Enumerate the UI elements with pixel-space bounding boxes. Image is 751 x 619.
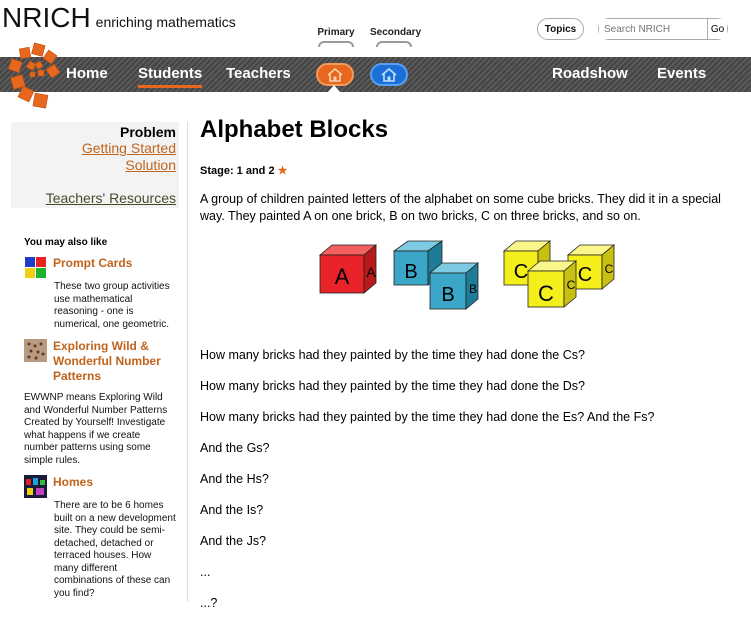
prompt-cards-thumbnail-icon[interactable] <box>24 256 47 279</box>
block-c-letter: C <box>577 264 593 286</box>
nrich-logo-icon[interactable] <box>6 40 62 112</box>
nav-students[interactable]: Students <box>138 65 203 82</box>
nav-home[interactable]: Home <box>66 65 108 82</box>
primary-home-button[interactable] <box>316 63 354 86</box>
block-b-letter: B <box>404 261 418 283</box>
related-item-desc: These two group activities use mathematical reasoning - one is numerical, one geometric. <box>54 281 170 330</box>
solution-link[interactable]: Solution <box>125 157 176 173</box>
page-title: Alphabet Blocks <box>200 116 389 143</box>
block-a-side-letter: A <box>366 264 376 280</box>
question: How many bricks had they painted by the time they had done the Ds? <box>200 379 585 393</box>
you-may-also-like <box>24 237 176 608</box>
site-name: NRICH <box>2 2 91 33</box>
search-box <box>598 18 728 40</box>
site-tagline: enriching mathematics <box>95 14 236 30</box>
stage-info <box>200 164 740 177</box>
block-b-side-letter: B <box>468 282 478 296</box>
main-nav <box>0 57 751 92</box>
getting-started-link[interactable]: Getting Started <box>81 140 176 156</box>
question: And the Is? <box>200 503 264 517</box>
question-list <box>200 340 740 619</box>
related-item-title[interactable]: Prompt Cards <box>53 256 133 270</box>
stage-label: Stage: 1 and 2 <box>200 165 275 177</box>
block-c-letter: C <box>538 281 554 306</box>
related-item <box>24 475 176 600</box>
topics-button[interactable]: Topics <box>537 18 584 40</box>
question: And the Js? <box>200 534 267 548</box>
column-divider <box>187 122 188 602</box>
alphabet-blocks-image <box>320 241 630 321</box>
level-secondary-label: Secondary <box>370 27 422 38</box>
house-icon <box>326 67 344 83</box>
related-item <box>24 256 176 331</box>
nav-caret <box>328 85 340 92</box>
block-a-letter: A <box>334 264 350 289</box>
level-switcher <box>312 27 422 47</box>
related-item <box>24 339 176 467</box>
problem-intro: A group of children painted letters of the alphabet on some cube bricks. They did it in a special way. They painted A on one brick, B on two bricks, C on three bricks, and so on. <box>200 192 721 223</box>
question: And the Gs? <box>200 441 270 455</box>
homes-thumbnail-icon[interactable] <box>24 475 47 498</box>
question: ... <box>200 565 211 579</box>
level-primary-label: Primary <box>317 27 355 38</box>
search-input[interactable] <box>599 19 707 39</box>
problem-heading: Problem <box>119 124 176 140</box>
level-secondary[interactable] <box>370 27 422 47</box>
problem-nav <box>11 122 179 208</box>
block-c-letter: C <box>513 261 529 283</box>
number-patterns-thumbnail-icon[interactable] <box>24 339 47 362</box>
block-c-side-letter: C <box>604 262 614 276</box>
question: How many bricks had they painted by the time they had done the Es? And the Fs? <box>200 410 655 424</box>
block-a <box>320 245 376 293</box>
block-b-letter: B <box>441 284 455 306</box>
block-c-front <box>528 261 576 307</box>
question: How many bricks had they painted by the time they had done the Cs? <box>200 348 585 362</box>
search-go-button[interactable]: Go <box>707 19 727 39</box>
related-item-desc: There are to be 6 homes built on a new development site. They could be semi-detached, detached or terraced houses. How many different combinations of these can you find? <box>54 500 176 599</box>
house-icon <box>380 67 398 83</box>
nav-teachers[interactable]: Teachers <box>226 65 291 82</box>
question: ...? <box>200 596 218 610</box>
question: And the Hs? <box>200 472 269 486</box>
nav-events[interactable]: Events <box>657 65 707 82</box>
teachers-resources-link[interactable]: Teachers' Resources <box>45 190 176 206</box>
related-item-title[interactable]: Exploring Wild & Wonderful Number Patterns <box>53 339 161 383</box>
also-like-title: You may also like <box>24 237 108 248</box>
secondary-home-button[interactable] <box>370 63 408 86</box>
level-primary[interactable] <box>312 27 360 47</box>
related-item-title[interactable]: Homes <box>53 475 94 489</box>
block-b-front <box>430 263 478 309</box>
star-icon: ★ <box>277 165 288 177</box>
block-c-side-letter: C <box>566 278 576 292</box>
nav-roadshow[interactable]: Roadshow <box>552 65 628 82</box>
site-brand[interactable] <box>2 2 236 34</box>
related-item-desc: EWWNP means Exploring Wild and Wonderful Number Patterns Created by Yourself! Investigate what happens if we create number patterns using some simple rules. <box>24 392 168 466</box>
problem-content <box>200 116 740 619</box>
